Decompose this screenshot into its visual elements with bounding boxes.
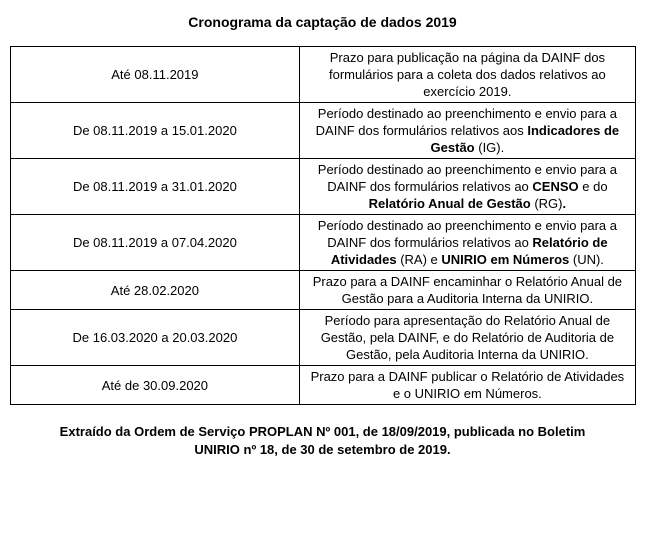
table-row (11, 215, 636, 271)
period-cell: Até 08.11.2019 (11, 47, 300, 103)
table-row (11, 310, 636, 366)
page-title: Cronograma da captação de dados 2019 (188, 14, 457, 30)
description-text-bold: UNIRIO em Números (441, 252, 570, 267)
period-cell: Até 28.02.2020 (11, 271, 300, 310)
description-cell (299, 159, 635, 215)
description-text: Prazo para a DAINF publicar o Relatório de Atividades e o UNIRIO em Números. (310, 369, 625, 401)
description-text-bold: Relatório de Atividades (330, 235, 608, 267)
schedule-table (10, 46, 636, 405)
description-cell (299, 271, 635, 310)
table-row (11, 103, 636, 159)
description-cell (299, 103, 635, 159)
description-text-bold: CENSO (532, 179, 579, 194)
description-text: Prazo para publicação na página da DAINF dos formulários para a coleta dos dados relativos ao exercício 2019. (329, 50, 606, 99)
period-cell: Até de 30.09.2020 (11, 366, 300, 405)
description-text: Período destinado ao preenchimento e envio para a DAINF dos formulários relativos aos (315, 106, 617, 138)
description-cell (299, 215, 635, 271)
description-text: (UN). (569, 252, 604, 267)
description-text: (IG). (474, 140, 505, 155)
table-row (11, 271, 636, 310)
period-cell: De 08.11.2019 a 15.01.2020 (11, 103, 300, 159)
description-text: Período destinado ao preenchimento e envio para a DAINF dos formulários relativos ao (317, 218, 617, 250)
period-cell: De 16.03.2020 a 20.03.2020 (11, 310, 300, 366)
description-cell (299, 310, 635, 366)
description-cell (299, 366, 635, 405)
period-cell: De 08.11.2019 a 07.04.2020 (11, 215, 300, 271)
source-note: Extraído da Ordem de Serviço PROPLAN Nº 001, de 18/09/2019, publicada no Boletim UNIRIO nº 18, de 30 de setembro de 2019. (59, 424, 586, 457)
table-row (11, 366, 636, 405)
description-text: Período destinado ao preenchimento e envio para a DAINF dos formulários relativos ao (317, 162, 617, 194)
description-text-bold: . (562, 196, 567, 211)
description-text: Período para apresentação do Relatório Anual de Gestão, pela DAINF, e do Relatório de Auditoria de Gestão, pela Auditoria Interna da UNIRIO. (320, 313, 615, 362)
description-text-bold: Relatório Anual de Gestão (368, 196, 531, 211)
description-text: (RG) (530, 196, 563, 211)
description-text: (RA) e (396, 252, 442, 267)
description-cell (299, 47, 635, 103)
period-cell: De 08.11.2019 a 31.01.2020 (11, 159, 300, 215)
schedule-table-body (11, 47, 636, 405)
description-text: Prazo para a DAINF encaminhar o Relatório Anual de Gestão para a Auditoria Interna da UNIRIO. (312, 274, 623, 306)
description-text-bold: Indicadores de Gestão (430, 123, 620, 155)
table-row (11, 159, 636, 215)
description-text: e do (578, 179, 608, 194)
table-row (11, 47, 636, 103)
